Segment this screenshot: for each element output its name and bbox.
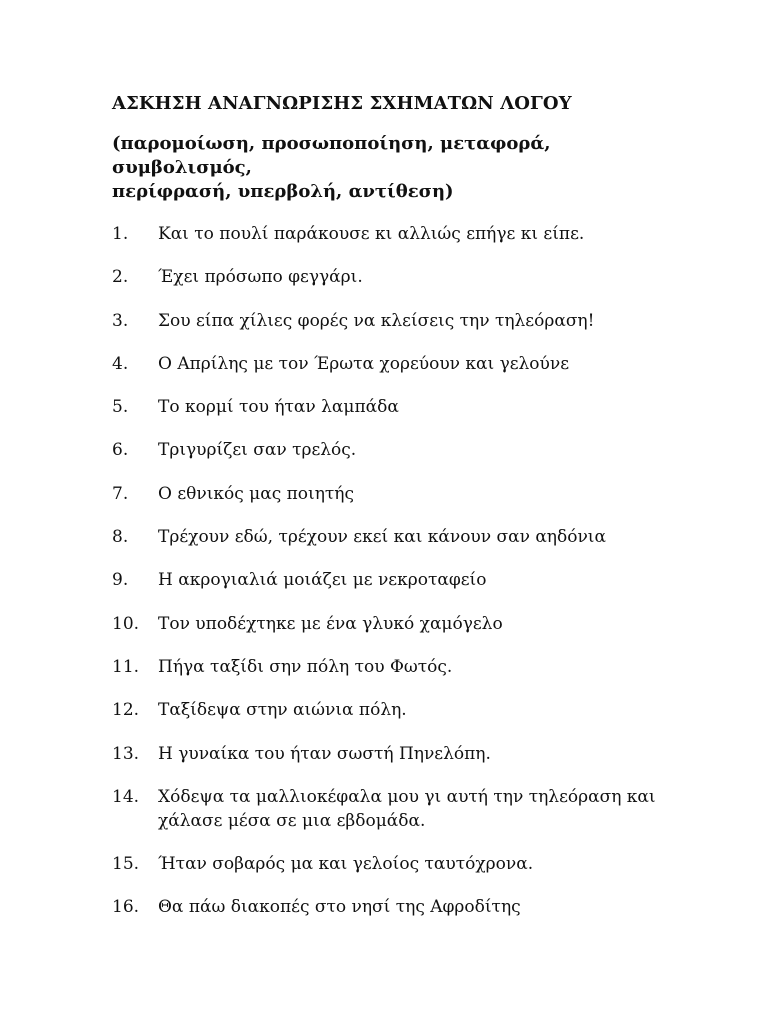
list-item	[112, 265, 672, 289]
item-text: Έχει πρόσωπο φεγγάρι.	[158, 267, 363, 288]
item-text: Θα πάω διακοπές στο νησί της Αφροδίτης	[158, 897, 521, 918]
item-number: 6.	[112, 440, 129, 461]
item-text: Σου είπα χίλιες φορές να κλείσεις την τηλεόραση!	[158, 310, 595, 331]
item-number: 2.	[112, 267, 129, 288]
item-text: Ταξίδεψα στην αιώνια πόλη.	[158, 700, 407, 721]
document-page	[112, 92, 672, 939]
list-item	[112, 525, 672, 549]
list-item	[112, 222, 672, 246]
list-item	[112, 742, 672, 766]
exercise-list	[112, 222, 672, 919]
list-item	[112, 698, 672, 722]
item-number: 11.	[112, 656, 140, 677]
list-item	[112, 785, 672, 833]
list-item	[112, 852, 672, 876]
item-number: 15.	[112, 854, 140, 875]
item-number: 14.	[112, 786, 140, 807]
item-text: Τριγυρίζει σαν τρελός.	[158, 440, 357, 461]
list-item	[112, 395, 672, 419]
item-text: Χόδεψα τα μαλλιοκέφαλα μου γι αυτή την τηλεόραση και χάλασε μέσα σε μια εβδομάδα.	[158, 786, 656, 831]
item-text: Τρέχουν εδώ, τρέχουν εκεί και κάνουν σαν αηδόνια	[158, 527, 606, 548]
item-text: Και το πουλί παράκουσε κι αλλιώς επήγε κι είπε.	[158, 224, 585, 244]
item-number: 4.	[112, 353, 129, 374]
list-item	[112, 568, 672, 592]
item-text: Τον υποδέχτηκε με ένα γλυκό χαμόγελο	[158, 613, 503, 634]
subtitle-line-1: (παρομοίωση, προσωποποίηση, μεταφορά, συμβολισμός,	[112, 133, 551, 178]
document-subtitle	[112, 132, 672, 204]
document-title: ΑΣΚΗΣΗ ΑΝΑΓΝΩΡΙΣΗΣ ΣΧΗΜΑΤΩΝ ΛΟΓΟΥ	[112, 93, 572, 114]
item-text: Ο εθνικός μας ποιητής	[158, 483, 354, 504]
item-number: 12.	[112, 700, 140, 721]
item-number: 7.	[112, 483, 129, 504]
list-item	[112, 438, 672, 462]
item-text: Το κορμί του ήταν λαμπάδα	[158, 397, 399, 418]
item-number: 1.	[112, 224, 129, 244]
list-item	[112, 655, 672, 679]
item-text: Πήγα ταξίδι σην πόλη του Φωτός.	[158, 656, 453, 677]
item-text: Ήταν σοβαρός μα και γελοίος ταυτόχρονα.	[158, 854, 534, 875]
list-item	[112, 309, 672, 333]
item-text: Η γυναίκα του ήταν σωστή Πηνελόπη.	[158, 743, 491, 764]
list-item	[112, 612, 672, 636]
list-item	[112, 482, 672, 506]
item-text: Ο Απρίλης με τον Έρωτα χορεύουν και γελούνε	[158, 353, 570, 374]
item-number: 16.	[112, 897, 140, 918]
item-number: 13.	[112, 743, 140, 764]
item-number: 3.	[112, 310, 129, 331]
item-number: 10.	[112, 613, 140, 634]
item-number: 8.	[112, 527, 129, 548]
list-item	[112, 352, 672, 376]
list-item	[112, 895, 672, 919]
subtitle-line-2: περίφρασή, υπερβολή, αντίθεση)	[112, 181, 454, 202]
item-number: 9.	[112, 570, 129, 591]
item-number: 5.	[112, 397, 129, 418]
item-text: Η ακρογιαλιά μοιάζει με νεκροταφείο	[158, 570, 487, 591]
